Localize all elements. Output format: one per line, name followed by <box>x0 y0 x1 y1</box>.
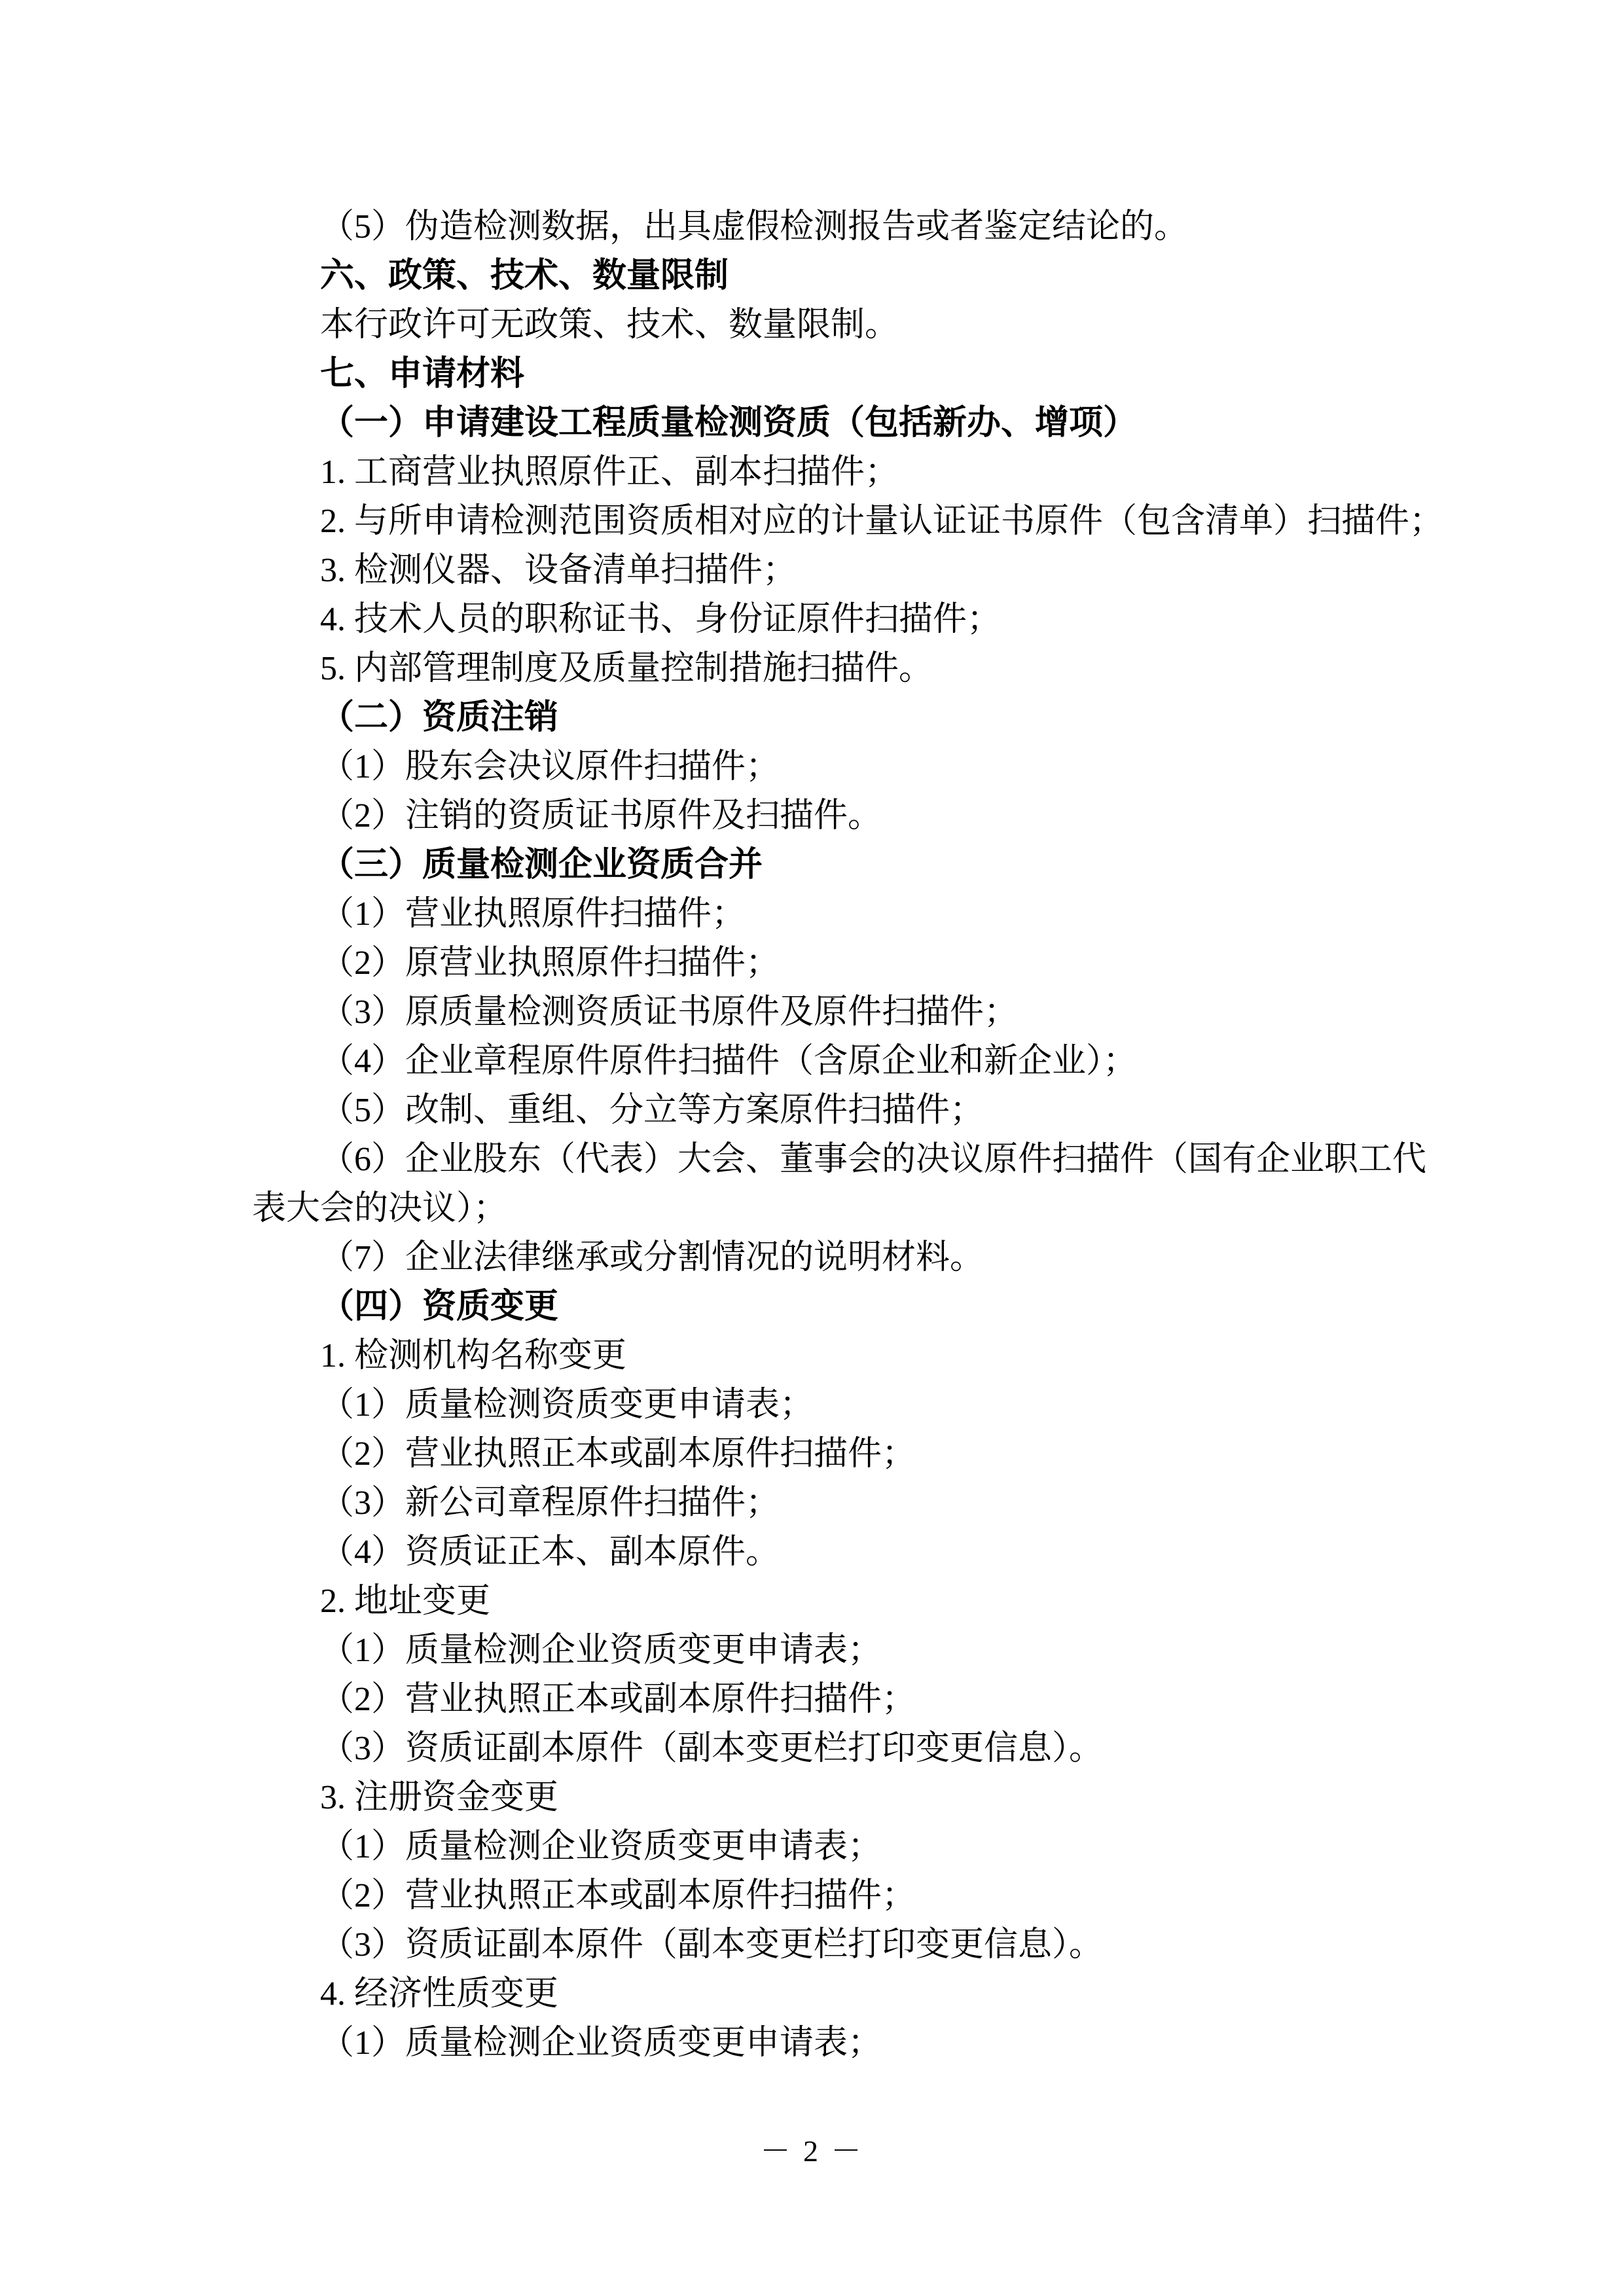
paragraph-line: （2）营业执照正本或副本原件扫描件； <box>320 1877 916 1914</box>
paragraph-line: （1）质量检测资质变更申请表； <box>320 1386 814 1424</box>
paragraph-line: （1）股东会决议原件扫描件； <box>320 748 780 785</box>
paragraph-line: 3. 注册资金变更 <box>320 1779 559 1816</box>
paragraph-line: （1）质量检测企业资质变更申请表； <box>320 2024 882 2062</box>
paragraph-line: （3）资质证副本原件（副本变更栏打印变更信息）。 <box>320 1730 1104 1767</box>
paragraph-line: （1）营业执照原件扫描件； <box>320 895 746 933</box>
paragraph-line: （1）质量检测企业资质变更申请表； <box>320 1828 882 1865</box>
paragraph-line: 本行政许可无政策、技术、数量限制。 <box>320 306 899 344</box>
section-heading: 六、政策、技术、数量限制 <box>320 257 729 295</box>
paragraph-line: 4. 技术人员的职称证书、身份证原件扫描件； <box>320 601 1001 638</box>
paragraph-line: 表大会的决议）； <box>252 1190 508 1227</box>
section-heading: （三）质量检测企业资质合并 <box>320 846 763 884</box>
section-heading: （一）申请建设工程质量检测资质（包括新办、增项） <box>320 404 1138 442</box>
paragraph-line: （1）质量检测企业资质变更申请表； <box>320 1632 882 1669</box>
paragraph-line: 3. 检测仪器、设备清单扫描件； <box>320 552 797 589</box>
paragraph-line: 4. 经济性质变更 <box>320 1975 559 2013</box>
paragraph-line: （4）企业章程原件原件扫描件（含原企业和新企业）； <box>320 1043 1138 1080</box>
paragraph-line: （5）改制、重组、分立等方案原件扫描件； <box>320 1092 984 1129</box>
paragraph-line: （6）企业股东（代表）大会、董事会的决议原件扫描件（国有企业职工代 <box>320 1141 1427 1178</box>
paragraph-line: 5. 内部管理制度及质量控制措施扫描件。 <box>320 650 933 687</box>
paragraph-line: （2）注销的资质证书原件及扫描件。 <box>320 797 882 834</box>
paragraph-line: （3）资质证副本原件（副本变更栏打印变更信息）。 <box>320 1926 1104 1964</box>
paragraph-line: （5）伪造检测数据，出具虚假检测报告或者鉴定结论的。 <box>320 208 1189 245</box>
paragraph-line: （3）原质量检测资质证书原件及原件扫描件； <box>320 994 1019 1031</box>
paragraph-line: （2）营业执照正本或副本原件扫描件； <box>320 1435 916 1473</box>
paragraph-line: 2. 与所申请检测范围资质相对应的计量认证证书原件（包含清单）扫描件； <box>320 503 1444 540</box>
section-heading: （四）资质变更 <box>320 1287 559 1325</box>
paragraph-line: （3）新公司章程原件扫描件； <box>320 1484 780 1522</box>
paragraph-line: （2）营业执照正本或副本原件扫描件； <box>320 1681 916 1718</box>
document-content <box>252 202 1444 2068</box>
paragraph-line: 1. 工商营业执照原件正、副本扫描件； <box>320 454 899 491</box>
paragraph-line: 2. 地址变更 <box>320 1583 491 1620</box>
section-heading: 七、申请材料 <box>320 355 525 393</box>
paragraph-line: 1. 检测机构名称变更 <box>320 1337 627 1374</box>
page-footer <box>0 2127 1624 2170</box>
paragraph-line: （7）企业法律继承或分割情况的说明材料。 <box>320 1239 984 1276</box>
section-heading: （二）资质注销 <box>320 698 559 736</box>
paragraph-line: （4）资质证正本、副本原件。 <box>320 1534 780 1571</box>
paragraph-line: （2）原营业执照原件扫描件； <box>320 944 780 982</box>
page-number: － 2 － <box>760 2134 864 2168</box>
